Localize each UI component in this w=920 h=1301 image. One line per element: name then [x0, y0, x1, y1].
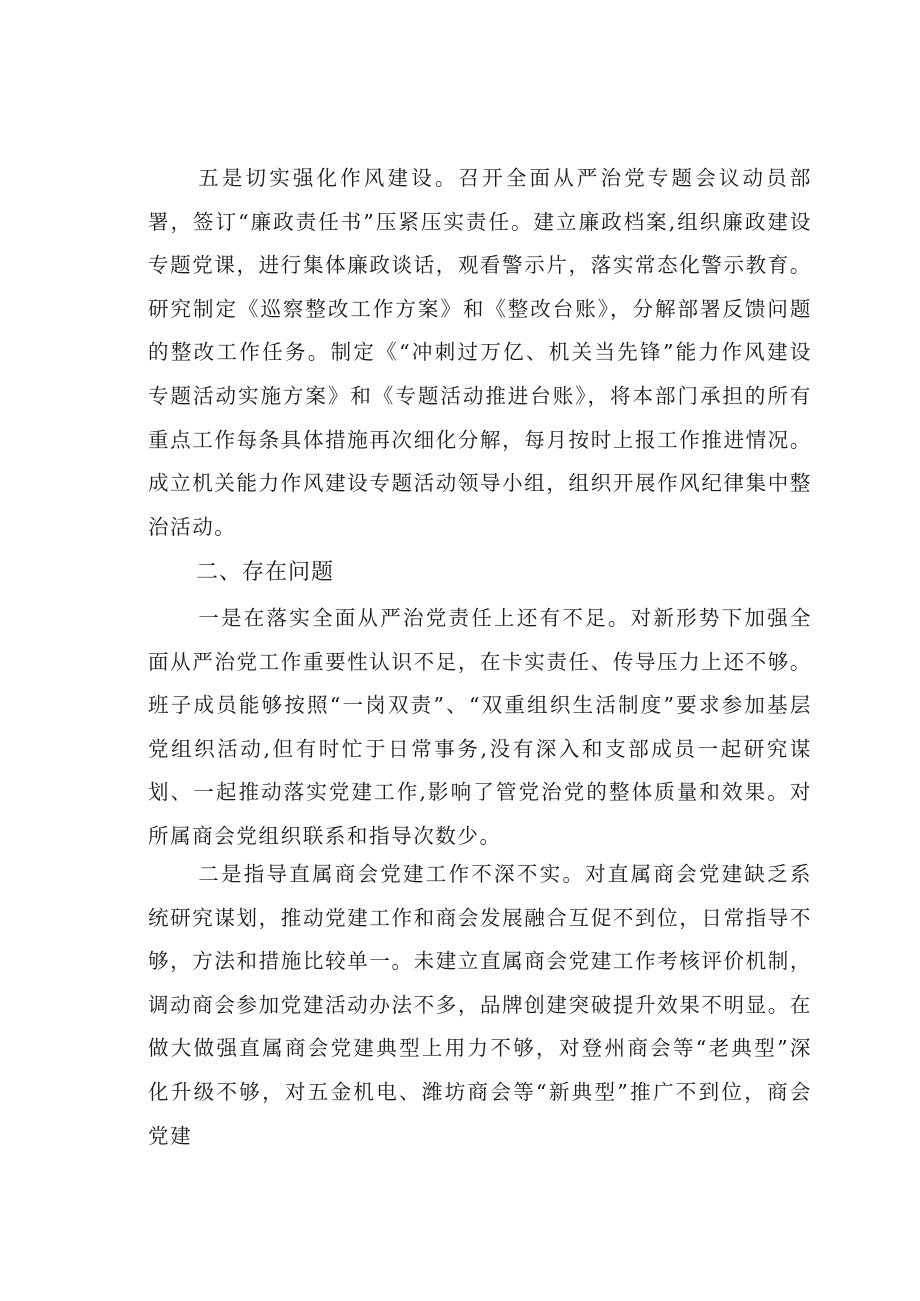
paragraph-five-style-building: 五是切实强化作风建设。召开全面从严治党专题会议动员部署，签订“廉政责任书”压紧压实责任。建立廉政档案,组织廉政建设专题党课，进行集体廉政谈话，观看警示片，落实常态化警示教育。研究制定《巡察整改工作方案》和《整改台账》，分解部署反馈问题的整改工作任务。制定《“冲刺过万亿、机关当先锋”能力作风建设专题活动实施方案》和《专题活动推进台账》，将本部门承担的所有重点工作每条具体措施再次细化分解，每月按时上报工作推进情况。成立机关能力作风建设专题活动领导小组，组织开展作风纪律集中整治活动。	[148, 166, 812, 539]
paragraph-one-party-responsibility: 一是在落实全面从严治党责任上还有不足。对新形势下加强全面从严治党工作重要性认识不足，在卡实责任、传导压力上还不够。班子成员能够按照“一岗双责”、“双重组织生活制度”要求参加基层党组织活动,但有时忙于日常事务,没有深入和支部成员一起研究谋划、一起推动落实党建工作,影响了管党治党的整体质量和效果。对所属商会党组织联系和指导次数少。	[148, 606, 812, 848]
paragraph-two-chamber-guidance: 二是指导直属商会党建工作不深不实。对直属商会党建缺乏系统研究谋划，推动党建工作和商会发展融合互促不到位，日常指导不够，方法和措施比较单一。未建立直属商会党建工作考核评价机制，调动商会参加党建活动办法不多，品牌创建突破提升效果不明显。在做大做强直属商会党建典型上用力不够，对登州商会等“老典型”深化升级不够，对五金机电、潍坊商会等“新典型”推广不到位，商会党建	[148, 862, 812, 1148]
section-heading-existing-problems: 二、存在问题	[196, 560, 335, 585]
